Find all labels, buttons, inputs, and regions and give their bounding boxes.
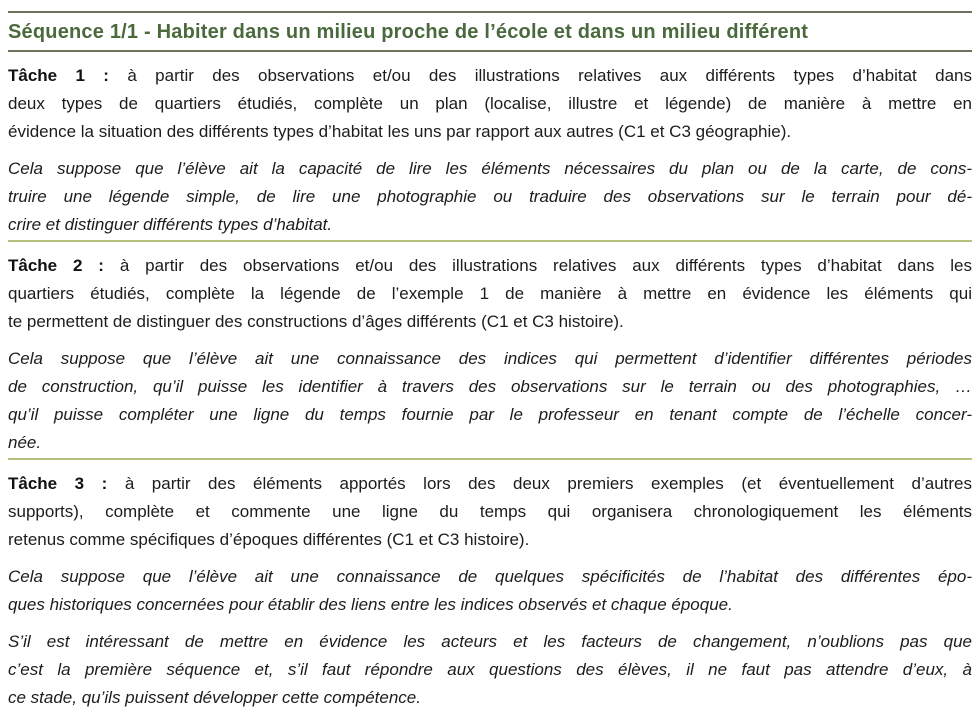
tache-2-line-1-text: à partir des observations et/ou des illustrations relatives aux différents types d’habitat dans les <box>119 256 972 275</box>
paragraph-note-2 <box>8 345 972 457</box>
paragraph-note-4 <box>8 628 972 712</box>
page-title: Séquence 1/1 - Habiter dans un milieu proche de l’école et dans un milieu différent <box>8 21 809 43</box>
note-2-line-3: qu’il puisse compléter une ligne du temps fournie par le professeur en tenant compte de l’échelle concer- <box>8 405 972 424</box>
tache-1-line-1-text: à partir des observations et/ou des illustrations relatives aux différents types d’habitat dans <box>127 66 972 85</box>
note-2-line-2: de construction, qu’il puisse les identifier à travers des observations sur le terrain ou des photographies, … <box>8 377 972 396</box>
paragraph-note-1 <box>8 155 972 239</box>
section-divider-1 <box>8 240 972 242</box>
note-3-line-1: Cela suppose que l’élève ait une connaissance de quelques spécificités de l’habitat des différentes épo- <box>8 567 972 586</box>
note-3-line-2: ques historiques concernées pour établir des liens entre les indices observés et chaque époque. <box>8 595 733 614</box>
note-2-line-4: née. <box>8 433 42 452</box>
section-divider-2 <box>8 458 972 460</box>
paragraph-tache-1 <box>8 62 972 146</box>
tache-3-line-1-text: à partir des éléments apportés lors des deux premiers exemples (et éventuellement d’autres <box>124 474 972 493</box>
note-4-line-1: S’il est intéressant de mettre en évidence les acteurs et les facteurs de changement, n’oublions pas que <box>8 632 972 651</box>
tache-3-label: Tâche 3 : <box>8 474 108 493</box>
tache-2-label: Tâche 2 : <box>8 256 104 275</box>
tache-1-line-2: deux types de quartiers étudiés, complète un plan (localise, illustre et légende) de manière à mettre en <box>8 94 972 113</box>
note-4-line-2: c’est la première séquence et, s’il faut répondre aux questions des élèves, il ne faut pas attendre d’eux, à <box>8 660 972 679</box>
tache-2-line-1 <box>8 252 972 280</box>
tache-1-label: Tâche 1 : <box>8 66 109 85</box>
tache-2-line-3: te permettent de distinguer des constructions d’âges différents (C1 et C3 histoire). <box>8 312 624 331</box>
note-4-line-3: ce stade, qu’ils puissent développer cette compétence. <box>8 688 421 707</box>
tache-1-line-3: évidence la situation des différents types d’habitat les uns par rapport aux autres (C1 et C3 géographie). <box>8 122 792 141</box>
note-1-line-3: crire et distinguer différents types d’habitat. <box>8 215 333 234</box>
paragraph-tache-3 <box>8 470 972 554</box>
title-underline-rule <box>8 50 972 52</box>
tache-2-line-2: quartiers étudiés, complète la légende de l’exemple 1 de manière à mettre en évidence les éléments qui <box>8 284 972 303</box>
top-rule <box>8 11 972 13</box>
paragraph-tache-2 <box>8 252 972 336</box>
tache-1-line-1 <box>8 62 972 90</box>
tache-3-line-2: supports), complète et commente une ligne du temps qui organisera chronologiquement les éléments <box>8 502 972 521</box>
note-1-line-2: truire une légende simple, de lire une photographie ou traduire des observations sur le terrain pour dé- <box>8 187 972 206</box>
tache-3-line-1 <box>8 470 972 498</box>
note-2-line-1: Cela suppose que l’élève ait une connaissance des indices qui permettent d’identifier différentes périodes <box>8 349 972 368</box>
tache-3-line-3: retenus comme spécifiques d’époques différentes (C1 et C3 histoire). <box>8 530 530 549</box>
note-1-line-1: Cela suppose que l’élève ait la capacité de lire les éléments nécessaires du plan ou de la carte, de cons- <box>8 159 972 178</box>
paragraph-note-3 <box>8 563 972 619</box>
